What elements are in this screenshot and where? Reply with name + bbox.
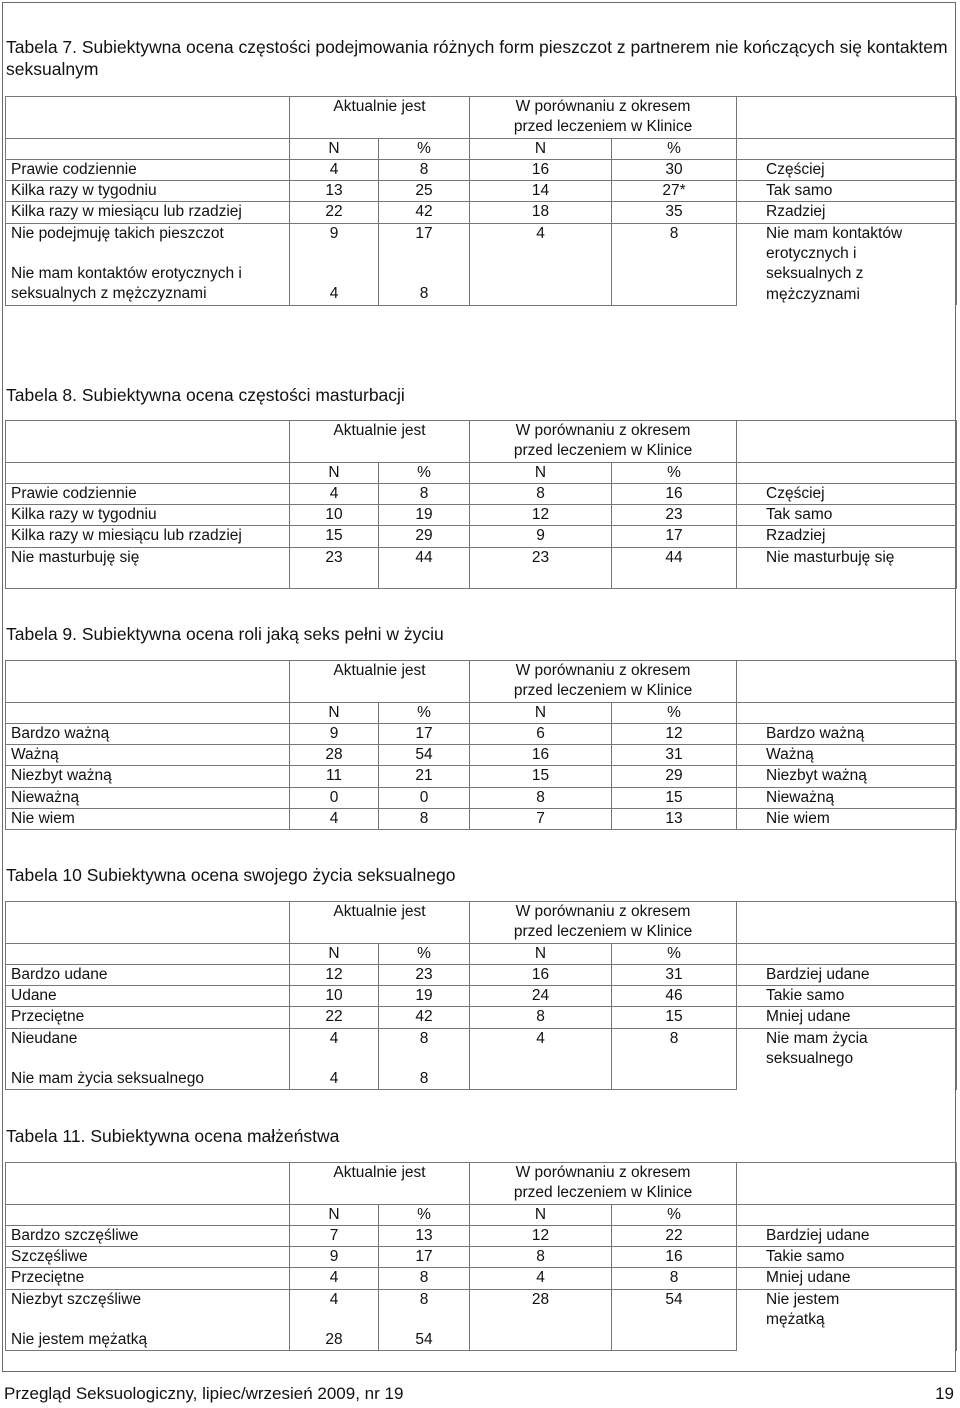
cell-value: 31	[612, 964, 737, 985]
cell-value: 29	[379, 526, 470, 547]
row-change: Bardziej udane	[737, 1225, 957, 1246]
row-label: Niezbyt szczęśliwe	[6, 1289, 290, 1330]
table-subheader-row	[6, 702, 957, 723]
cell-value: 15	[612, 787, 737, 808]
col-pct: %	[612, 702, 737, 723]
cell-value: 17	[612, 526, 737, 547]
header-current: Aktualnie jest	[290, 421, 470, 463]
page-number: 19	[935, 1384, 954, 1403]
table-header-row	[6, 902, 957, 944]
row-change: Ważną	[737, 745, 957, 766]
col-pct: %	[379, 462, 470, 483]
row-change: Nie mam kontaktów erotycznych i seksualnych z mężczyznami	[737, 223, 957, 305]
row-change: Takie samo	[737, 986, 957, 1007]
row-label: Kilka razy w miesiącu lub rzadziej	[6, 202, 290, 223]
cell-value: 30	[612, 159, 737, 180]
row-change: Rzadziej	[737, 526, 957, 547]
cell-value: 17	[379, 1247, 470, 1268]
header-empty-cell	[737, 97, 957, 139]
cell-value: 22	[290, 1007, 379, 1028]
cell-value: 13	[379, 1225, 470, 1246]
header-current: Aktualnie jest	[290, 97, 470, 139]
table-row	[6, 526, 957, 547]
row-change: Takie samo	[737, 1247, 957, 1268]
cell-value: 54	[379, 1330, 470, 1351]
table-row	[6, 809, 957, 830]
cell-value	[612, 1069, 737, 1090]
cell-value: 8	[379, 1268, 470, 1289]
table-header-row	[6, 421, 957, 463]
cell-value: 4	[470, 1268, 612, 1289]
cell-value	[470, 1330, 612, 1351]
table-subheader-row	[6, 138, 957, 159]
col-pct: %	[379, 1204, 470, 1225]
cell-value: 25	[379, 181, 470, 202]
cell-value: 15	[612, 1007, 737, 1028]
row-label: Kilka razy w tygodniu	[6, 181, 290, 202]
table-header-row	[6, 1163, 957, 1205]
journal-info: Przegląd Seksuologiczny, lipiec/wrzesień 2009, nr 19	[4, 1384, 404, 1403]
row-label: Kilka razy w tygodniu	[6, 505, 290, 526]
cell-value: 4	[290, 1069, 379, 1090]
cell-value: 0	[379, 787, 470, 808]
cell-value: 13	[612, 809, 737, 830]
col-pct: %	[612, 1204, 737, 1225]
table-9	[5, 660, 957, 830]
table-row	[6, 159, 957, 180]
cell-value: 8	[612, 223, 737, 244]
table-7	[5, 96, 957, 306]
cell-value: 8	[612, 1028, 737, 1069]
cell-value: 29	[612, 766, 737, 787]
table-11-caption: Tabela 11. Subiektywna ocena małżeństwa	[6, 1126, 340, 1146]
table-subheader-row	[6, 943, 957, 964]
cell-value: 24	[470, 986, 612, 1007]
row-label: Szczęśliwe	[6, 1247, 290, 1268]
row-label: Ważną	[6, 745, 290, 766]
cell-value: 4	[470, 1028, 612, 1069]
table-row	[6, 1268, 957, 1289]
col-n: N	[470, 943, 612, 964]
header-compare: W porównaniu z okresem przed leczeniem w Klinice	[470, 421, 737, 463]
col-n: N	[290, 702, 379, 723]
table-row	[6, 723, 957, 744]
cell-value: 9	[290, 723, 379, 744]
header-current: Aktualnie jest	[290, 1163, 470, 1205]
header-current: Aktualnie jest	[290, 902, 470, 944]
table-row	[6, 1247, 957, 1268]
table-9-caption: Tabela 9. Subiektywna ocena roli jaką seks pełni w życiu	[6, 624, 444, 644]
table-row	[6, 547, 957, 588]
table-row	[6, 1028, 957, 1069]
col-pct: %	[379, 702, 470, 723]
cell-value: 15	[290, 526, 379, 547]
row-change: Nie jestem mężatką	[737, 1289, 957, 1350]
cell-value: 10	[290, 505, 379, 526]
cell-value: 11	[290, 766, 379, 787]
cell-value	[470, 1069, 612, 1090]
cell-value: 4	[290, 483, 379, 504]
cell-value	[612, 244, 737, 305]
cell-value: 9	[290, 223, 379, 244]
cell-value: 28	[470, 1289, 612, 1330]
cell-value: 4	[290, 1289, 379, 1330]
table-7-caption: Tabela 7. Subiektywna ocena częstości podejmowania różnych form pieszczot z partnerem nie kończących się kontaktem seksualnym	[6, 37, 948, 79]
cell-value: 8	[470, 787, 612, 808]
col-n: N	[470, 1204, 612, 1225]
row-change: Rzadziej	[737, 202, 957, 223]
col-pct: %	[379, 138, 470, 159]
cell-value: 4	[290, 1268, 379, 1289]
row-label: Udane	[6, 986, 290, 1007]
cell-value: 8	[379, 483, 470, 504]
cell-value: 44	[379, 547, 470, 588]
table-row	[6, 202, 957, 223]
col-n: N	[290, 1204, 379, 1225]
row-change: Bardziej udane	[737, 964, 957, 985]
cell-value: 8	[379, 1289, 470, 1330]
header-current: Aktualnie jest	[290, 661, 470, 703]
row-label: Prawie codziennie	[6, 159, 290, 180]
cell-value: 8	[379, 809, 470, 830]
col-n: N	[290, 462, 379, 483]
row-change: Nie masturbuję się	[737, 547, 957, 588]
col-pct: %	[612, 943, 737, 964]
col-n: N	[470, 138, 612, 159]
table-row	[6, 964, 957, 985]
cell-value: 22	[612, 1225, 737, 1246]
row-change: Tak samo	[737, 505, 957, 526]
header-compare: W porównaniu z okresem przed leczeniem w Klinice	[470, 97, 737, 139]
row-label: Przeciętne	[6, 1007, 290, 1028]
cell-value: 8	[470, 1247, 612, 1268]
table-header-row	[6, 661, 957, 703]
row-label: Prawie codziennie	[6, 483, 290, 504]
row-label: Nie masturbuję się	[6, 547, 290, 588]
cell-value: 8	[379, 1069, 470, 1090]
col-pct: %	[612, 138, 737, 159]
cell-value: 17	[379, 723, 470, 744]
cell-value: 27*	[612, 181, 737, 202]
cell-value: 19	[379, 505, 470, 526]
cell-value: 9	[470, 526, 612, 547]
cell-value: 22	[290, 202, 379, 223]
row-label: Bardzo ważną	[6, 723, 290, 744]
table-row	[6, 505, 957, 526]
row-change: Tak samo	[737, 181, 957, 202]
page-footer	[4, 1384, 956, 1404]
row-change: Częściej	[737, 483, 957, 504]
table-8	[5, 420, 957, 589]
cell-value: 16	[470, 745, 612, 766]
row-label: Bardzo udane	[6, 964, 290, 985]
cell-value: 42	[379, 1007, 470, 1028]
cell-value: 12	[612, 723, 737, 744]
cell-value: 6	[470, 723, 612, 744]
cell-value: 14	[470, 181, 612, 202]
cell-value: 9	[290, 1247, 379, 1268]
cell-value: 12	[470, 1225, 612, 1246]
table-10	[5, 901, 957, 1090]
header-empty-cell	[6, 97, 290, 139]
cell-value: 10	[290, 986, 379, 1007]
cell-value: 23	[290, 547, 379, 588]
table-row	[6, 766, 957, 787]
table-row	[6, 181, 957, 202]
row-label: Przeciętne	[6, 1268, 290, 1289]
table-row	[6, 1007, 957, 1028]
cell-value: 8	[612, 1268, 737, 1289]
cell-value: 44	[612, 547, 737, 588]
header-compare: W porównaniu z okresem przed leczeniem w Klinice	[470, 661, 737, 703]
cell-value: 17	[379, 223, 470, 244]
table-10-caption: Tabela 10 Subiektywna ocena swojego życia seksualnego	[6, 865, 456, 885]
cell-value: 16	[612, 1247, 737, 1268]
row-change: Mniej udane	[737, 1268, 957, 1289]
table-row	[6, 745, 957, 766]
col-pct: %	[612, 462, 737, 483]
cell-value: 16	[612, 483, 737, 504]
cell-value	[612, 1330, 737, 1351]
col-n: N	[470, 702, 612, 723]
cell-value: 4	[470, 223, 612, 244]
cell-value: 8	[379, 244, 470, 305]
row-label: Nieważną	[6, 787, 290, 808]
cell-value: 35	[612, 202, 737, 223]
cell-value: 4	[290, 244, 379, 305]
table-row	[6, 223, 957, 244]
col-n: N	[290, 943, 379, 964]
table-header-row	[6, 97, 957, 139]
col-n: N	[290, 138, 379, 159]
row-label: Nie mam kontaktów erotycznych i seksualnych z mężczyznami	[6, 244, 290, 305]
table-row	[6, 986, 957, 1007]
cell-value: 7	[470, 809, 612, 830]
row-change: Mniej udane	[737, 1007, 957, 1028]
row-label: Nie jestem mężatką	[6, 1330, 290, 1351]
cell-value: 4	[290, 159, 379, 180]
row-change: Nie wiem	[737, 809, 957, 830]
cell-value: 8	[379, 1028, 470, 1069]
col-pct: %	[379, 943, 470, 964]
cell-value: 8	[470, 483, 612, 504]
row-change: Niezbyt ważną	[737, 766, 957, 787]
cell-value: 23	[612, 505, 737, 526]
cell-value: 4	[290, 809, 379, 830]
cell-value: 21	[379, 766, 470, 787]
cell-value: 13	[290, 181, 379, 202]
table-row	[6, 787, 957, 808]
header-compare: W porównaniu z okresem przed leczeniem w Klinice	[470, 902, 737, 944]
table-row	[6, 1225, 957, 1246]
cell-value: 7	[290, 1225, 379, 1246]
cell-value: 18	[470, 202, 612, 223]
table-row	[6, 483, 957, 504]
header-compare: W porównaniu z okresem przed leczeniem w Klinice	[470, 1163, 737, 1205]
row-change: Bardzo ważną	[737, 723, 957, 744]
cell-value: 46	[612, 986, 737, 1007]
row-label: Bardzo szczęśliwe	[6, 1225, 290, 1246]
cell-value: 23	[470, 547, 612, 588]
cell-value: 16	[470, 159, 612, 180]
cell-value: 8	[470, 1007, 612, 1028]
row-change: Nie mam życia seksualnego	[737, 1028, 957, 1089]
cell-value: 8	[379, 159, 470, 180]
cell-value: 54	[379, 745, 470, 766]
table-subheader-row	[6, 462, 957, 483]
table-row	[6, 1289, 957, 1330]
cell-value: 15	[470, 766, 612, 787]
col-n: N	[470, 462, 612, 483]
cell-value: 28	[290, 1330, 379, 1351]
row-label: Nieudane	[6, 1028, 290, 1069]
cell-value: 0	[290, 787, 379, 808]
cell-value: 31	[612, 745, 737, 766]
row-label: Nie mam życia seksualnego	[6, 1069, 290, 1090]
row-label: Nie podejmuję takich pieszczot	[6, 223, 290, 244]
cell-value	[470, 244, 612, 305]
cell-value: 12	[470, 505, 612, 526]
row-change: Nieważną	[737, 787, 957, 808]
cell-value: 4	[290, 1028, 379, 1069]
row-label: Kilka razy w miesiącu lub rzadziej	[6, 526, 290, 547]
row-change: Częściej	[737, 159, 957, 180]
table-11	[5, 1162, 957, 1351]
cell-value: 54	[612, 1289, 737, 1330]
table-8-caption: Tabela 8. Subiektywna ocena częstości masturbacji	[6, 385, 405, 405]
table-subheader-row	[6, 1204, 957, 1225]
cell-value: 42	[379, 202, 470, 223]
row-label: Nie wiem	[6, 809, 290, 830]
cell-value: 23	[379, 964, 470, 985]
cell-value: 19	[379, 986, 470, 1007]
cell-value: 16	[470, 964, 612, 985]
row-label: Niezbyt ważną	[6, 766, 290, 787]
cell-value: 12	[290, 964, 379, 985]
cell-value: 28	[290, 745, 379, 766]
